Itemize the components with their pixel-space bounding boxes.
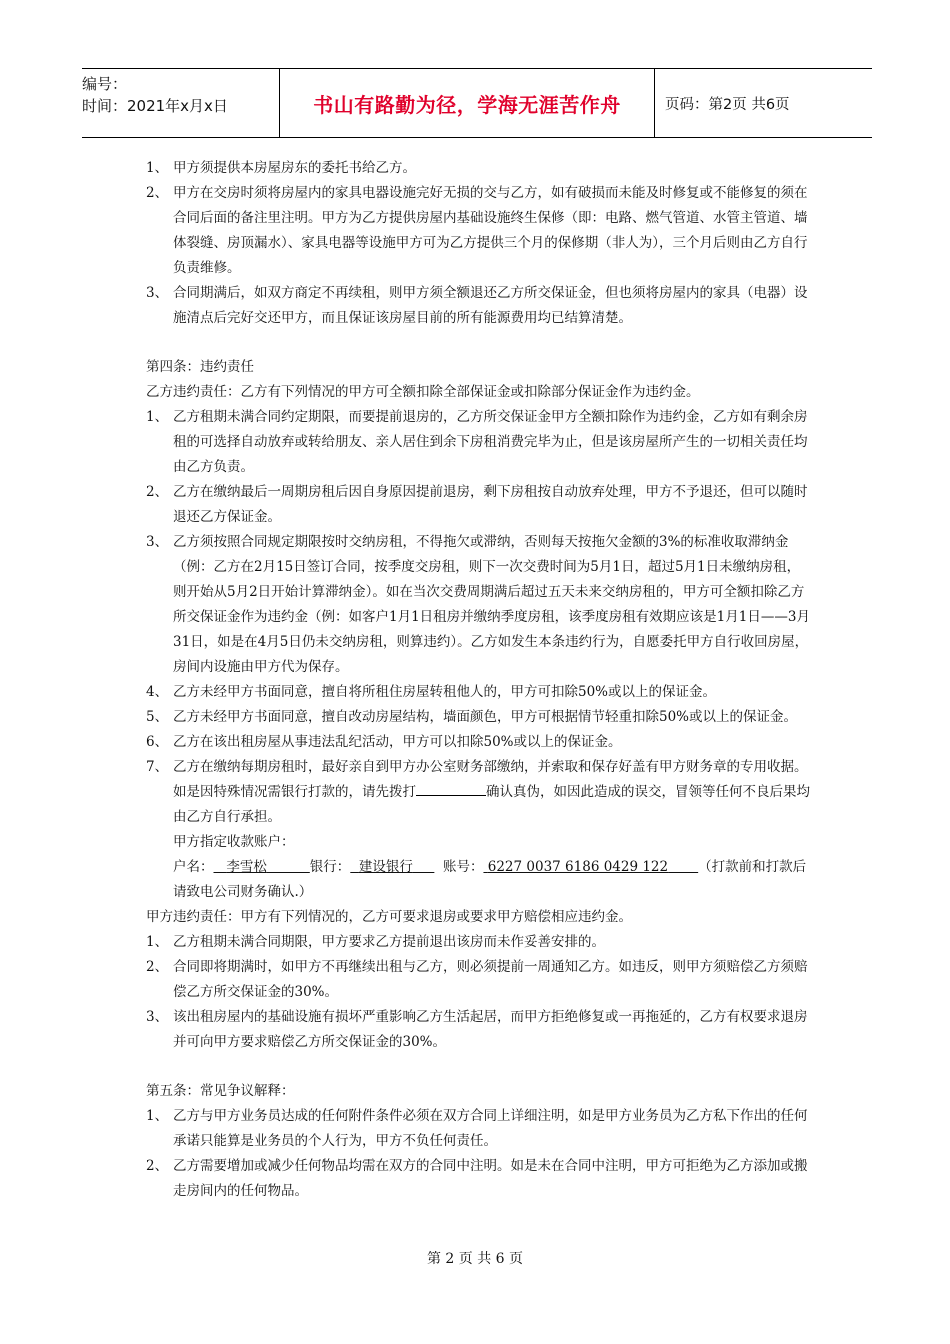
section-title: 第五条：常见争议解释： (146, 1083, 295, 1099)
list-item: 1、 乙方租期未满合同约定期限，而要提前退房的，乙方所交保证金甲方全额扣除作为违约金，乙方如有剩余房租的可选择自动放弃或转给朋友、亲人居住到余下房租消费完毕为止，但是该房屋所产生的一切相关责任均由乙方负责。 (146, 409, 808, 475)
list-item: 3、 该出租房屋内的基础设施有损坏严重影响乙方生活起居，而甲方拒绝修复或一再拖延的，乙方有权要求退房并可向甲方要求赔偿乙方所交保证金的30%。 (146, 1009, 808, 1050)
party-a-liability-intro: 甲方违约责任：甲方有下列情况的，乙方可要求退房或要求甲方赔偿相应违约金。 (146, 909, 632, 925)
bank-account-info: 户名： 李雪松 银行： 建设银行 账号： 6227 0037 6186 0429 122 （打款前和打款后请致电公司财务确认.） (173, 859, 807, 900)
account-name: 李雪松 (226, 859, 267, 875)
header-page-info: 页码：第2页 共6页 (665, 96, 790, 113)
account-title: 甲方指定收款账户： (173, 834, 295, 850)
page-header (82, 68, 872, 138)
list-item: 2、 合同即将期满时，如甲方不再继续出租与乙方，则必须提前一周通知乙方。如违反，则甲方须赔偿乙方须赔偿乙方所交保证金的30%。 (146, 959, 808, 1000)
list-item: 5、 乙方未经甲方书面同意，擅自改动房屋结构，墙面颜色，甲方可根据情节轻重扣除50%或以上的保证金。 (146, 709, 798, 725)
party-b-liability-intro: 乙方违约责任：乙方有下列情况的甲方可全额扣除全部保证金或扣除部分保证金作为违约金。 (146, 384, 700, 400)
list-item: 7、 乙方在缴纳每期房租时，最好亲自到甲方办公室财务部缴纳，并索取和保存好盖有甲方财务章的专用收据。如是因特殊情况需银行打款的，请先拨打 确认真伪，如因此造成的误交，冒领等任何不良后果均由乙方自行承担。 (146, 759, 810, 825)
list-item: 1、 乙方租期未满合同期限，甲方要求乙方提前退出该房而未作妥善安排的。 (146, 934, 605, 950)
document-date: 时间：2021年x月x日 (82, 97, 228, 115)
account-bank: 建设银行 (358, 859, 413, 875)
account-number: 6227 0037 6186 0429 122 (487, 859, 669, 875)
list-item: 4、 乙方未经甲方书面同意，擅自将所租住房屋转租他人的，甲方可扣除50%或以上的保证金。 (146, 684, 717, 700)
list-item: 3、 乙方须按照合同规定期限按时交纳房租，不得拖欠或滞纳，否则每天按拖欠金额的3%的标准收取滞纳金（例：乙方在2月15日签订合同，按季度交房租，则下一次交费时间为5月1日，超过5月1日未缴纳房租，则开始从5月2日开始计算滞纳金）。如在当次交费周期满后超过五天未来交纳房租的，甲方可全额扣除乙方所交保证金作为违约金（例：如客户1月1日租房并缴纳季度房租，该季度房租有效期应该是1月1日——3月31日，如是在4月5日仍未交纳房租，则算违约）。乙方如发生本条违约行为，自愿委托甲方自行收回房屋，房间内设施由甲方代为保存。 (146, 534, 810, 675)
document-body (146, 156, 810, 1204)
list-item: 2、 乙方需要增加或减少任何物品均需在双方的合同中注明。如是未在合同中注明，甲方可拒绝为乙方添加或搬走房间内的任何物品。 (146, 1158, 808, 1199)
section-title: 第四条：违约责任 (146, 359, 254, 375)
page-footer: 第 2 页 共 6 页 (426, 1251, 524, 1267)
list-item: 6、 乙方在该出租房屋从事违法乱纪活动，甲方可以扣除50%或以上的保证金。 (146, 734, 622, 750)
header-meta (82, 69, 280, 137)
phone-blank (416, 780, 486, 796)
list-item: 3、 合同期满后，如双方商定不再续租，则甲方须全额退还乙方所交保证金，但也须将房屋内的家具（电器）设施清点后完好交还甲方，而且保证该房屋目前的所有能源费用均已结算清楚。 (146, 285, 808, 326)
list-item: 2、 乙方在缴纳最后一周期房租后因自身原因提前退房，剩下房租按自动放弃处理，甲方不予退还，但可以随时退还乙方保证金。 (146, 484, 808, 525)
list-item: 1、 乙方与甲方业务员达成的任何附件条件必须在双方合同上详细注明，如是甲方业务员为乙方私下作出的任何承诺只能算是业务员的个人行为，甲方不负任何责任。 (146, 1108, 808, 1149)
document-number: 编号： (82, 75, 128, 93)
list-item: 2、 甲方在交房时须将房屋内的家具电器设施完好无损的交与乙方，如有破损而未能及时修复或不能修复的须在合同后面的备注里注明。甲方为乙方提供房屋内基础设施终生保修（即：电路、燃气管道、水管主管道、墙体裂缝、房顶漏水）、家具电器等设施甲方可为乙方提供三个月的保修期（非人为），三个月后则由乙方自行负责维修。 (146, 185, 808, 276)
header-motto: 书山有路勤为径，学海无涯苦作舟 (280, 69, 655, 137)
list-item: 1、 甲方须提供本房屋房东的委托书给乙方。 (146, 160, 416, 176)
